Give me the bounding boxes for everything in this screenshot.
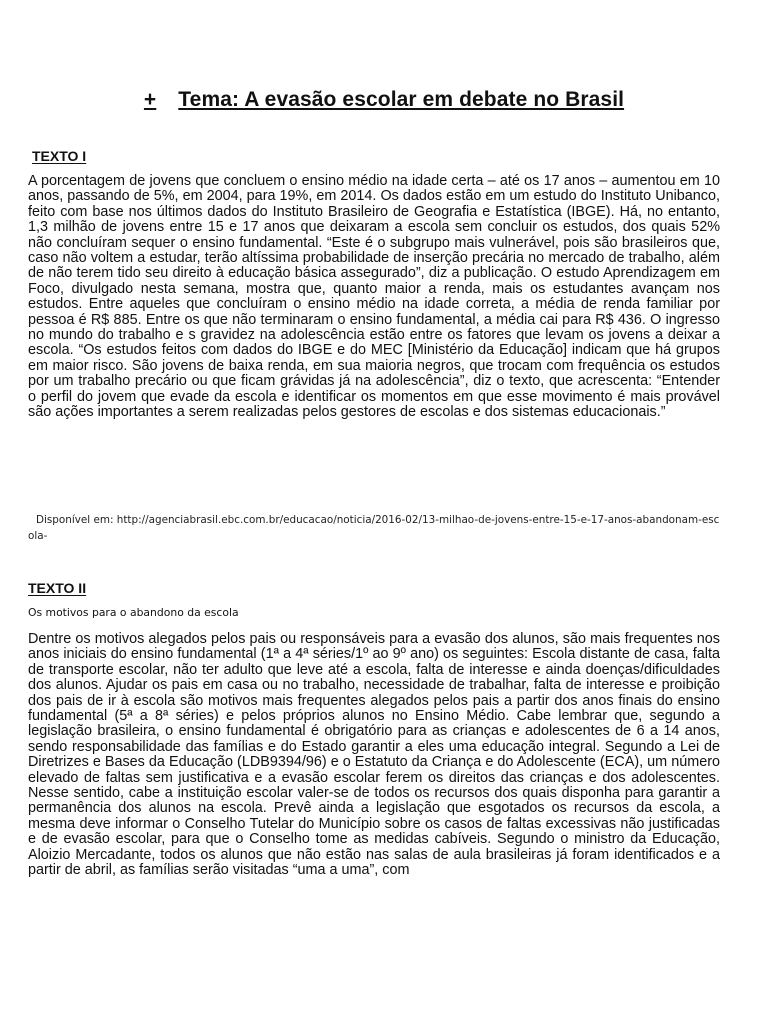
title-text: Tema: A evasão escolar em debate no Brasil (178, 88, 625, 111)
title-bullet: + (143, 88, 157, 111)
page-title-wrap (144, 88, 624, 111)
page-title (0, 86, 768, 114)
texto-2-body: Dentre os motivos alegados pelos pais ou responsáveis para a evasão dos alunos, são mais frequentes nos anos iniciais do ensino fundamental (1ª a 4ª séries/1º ao 9º ano) os seguintes: Escola distante de casa, falta de transporte escolar, não ter adulto que leve até a escola, falta de interesse e ainda doenças/dificuldades dos alunos. Ajudar os pais em casa ou no trabalho, necessidade de trabalhar, falta de interesse e proibição dos pais de ir à escola são motivos mais frequentes alegados pelos pais a partir dos anos finais do ensino fundamental (5ª a 8ª séries) e pelos próprios alunos no Ensino Médio. Cabe lembrar que, segundo a legislação brasileira, o ensino fundamental é obrigatório para as crianças e adolescentes de 6 a 14 anos, sendo responsabilidade das famílias e do Estado garantir a eles uma educação integral. Segundo a Lei de Diretrizes e Bases da Educação (LDB9394/96) e o Estatuto da Criança e do Adolescente (ECA), um número elevado de faltas sem justificativa e a evasão escolar ferem os direitos das crianças e dos adolescentes. Nesse sentido, cabe a instituição escolar valer-se de todos os recursos dos quais disponha para garantir a permanência dos alunos na escola. Prevê ainda a legislação que esgotados os recursos da escola, a mesma deve informar o Conselho Tutelar do Município sobre os casos de faltas excessivas não justificadas e de evasão escolar, para que o Conselho tome as medidas cabíveis. Segundo o ministro da Educação, Aloizio Mercadante, todos os alunos que não estão nas salas de aula brasileiras já foram identificados e a partir de abril, as famílias serão visitadas “uma a uma”, com (28, 631, 720, 879)
texto-1-body: A porcentagem de jovens que concluem o ensino médio na idade certa – até os 17 anos – aumentou em 10 anos, passando de 5%, em 2004, para 19%, em 2014. Os dados estão em um estudo do Instituto Unibanco, feito com base nos últimos dados do Instituto Brasileiro de Geografia e Estatística (IBGE). Há, no entanto, 1,3 milhão de jovens entre 15 e 17 anos que deixaram a escola sem concluir os estudos, dos quais 52% não concluíram sequer o ensino fundamental. “Este é o subgrupo mais vulnerável, pois são brasileiros que, caso não voltem a estudar, terão altíssima probabilidade de inserção precária no mercado de trabalho, além de não terem tido seu direito à educação básica assegurado”, diz a publicação. O estudo Aprendizagem em Foco, divulgado nesta semana, mostra que, quanto maior a renda, mais os estudantes avançam nos estudos. Entre aqueles que concluíram o ensino médio na idade correta, a média de renda familiar por pessoa é R$ 885. Entre os que não terminaram o ensino fundamental, a média cai para R$ 436. O ingresso no mundo do trabalho e s gravidez na adolescência estão entre os fatores que levam os jovens a deixar a escola. “Os estudos feitos com dados do IBGE e do MEC [Ministério da Educação] indicam que há grupos em maior risco. São jovens de baixa renda, em sua maioria negros, que trocam com frequência os estudos por um trabalho precário ou que ficam grávidas já na adolescência”, diz o texto, que acrescenta: “Entender o perfil do jovem que evade da escola e identificar os momentos em que esse movimento é mais provável são ações importantes a serem realizadas pelos gestores de escolas e dos sistemas educacionais.” (28, 173, 720, 421)
texto-1-heading: TEXTO I (32, 148, 87, 164)
texto-2-heading: TEXTO II (28, 580, 87, 596)
texto-2-subtitle: Os motivos para o abandono da escola (28, 606, 239, 619)
texto-1-source: Disponível em: http://agenciabrasil.ebc.com.br/educacao/noticia/2016-02/13-milhao-de-jovens-entre-15-e-17-anos-abandonam-escola- (28, 514, 720, 542)
